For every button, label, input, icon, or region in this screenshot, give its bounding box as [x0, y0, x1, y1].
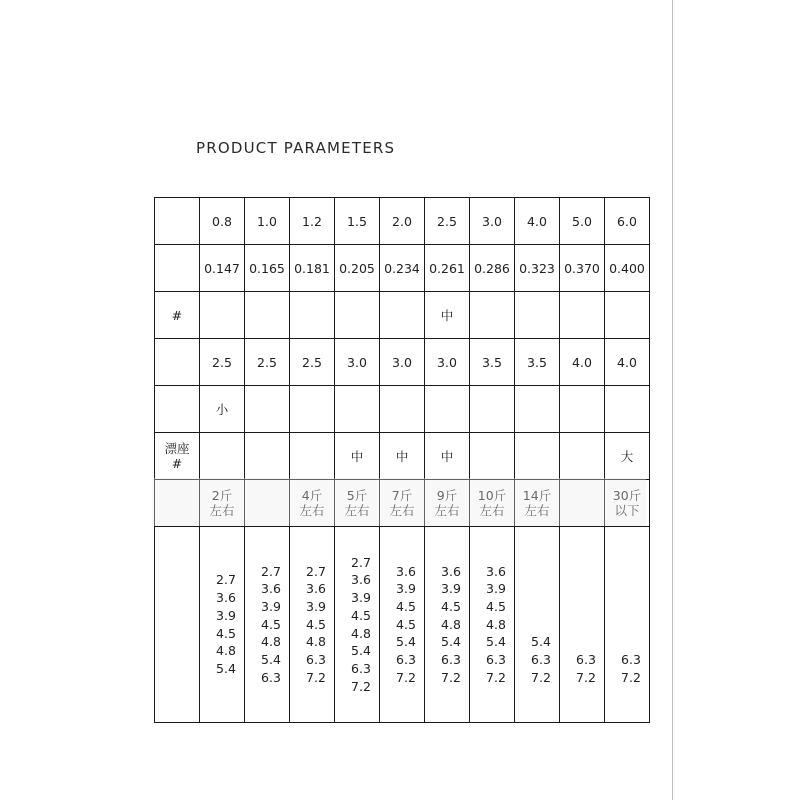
product-parameters-table [154, 197, 650, 723]
table-cell [245, 386, 290, 433]
hook-size-cell [470, 527, 515, 723]
weight-qualifier: 左右 [209, 503, 235, 518]
table-cell: 0.286 [470, 245, 515, 292]
row-label-line: # [171, 307, 183, 323]
row-label [155, 480, 200, 527]
table-cell [200, 433, 245, 480]
hook-size-value: 7.2 [621, 669, 641, 685]
hook-size-value: 7.2 [396, 669, 416, 685]
table-row [155, 527, 650, 723]
hook-size-value [515, 580, 559, 598]
table-cell [605, 386, 650, 433]
hook-size-cell [245, 527, 290, 723]
weight-value: 2斤 [211, 488, 233, 503]
weight-qualifier: 左右 [389, 503, 415, 518]
row-label [155, 339, 200, 386]
hook-size-value: 5.4 [216, 660, 236, 676]
hook-size-cell [290, 527, 335, 723]
hook-size-value [560, 598, 604, 616]
page-title: PRODUCT PARAMETERS [196, 139, 396, 157]
table-cell [470, 386, 515, 433]
table-cell: 3.0 [335, 339, 380, 386]
hook-size-value: 3.9 [306, 598, 326, 614]
table-cell: 1.0 [245, 198, 290, 245]
table-cell [470, 433, 515, 480]
weight-value: 30斤 [612, 488, 642, 503]
weight-qualifier: 左右 [524, 503, 550, 518]
table-cell: 6.0 [605, 198, 650, 245]
table-cell: 3.0 [425, 339, 470, 386]
page-edge-divider [672, 0, 673, 800]
weight-cell [290, 480, 335, 527]
table-cell [560, 433, 605, 480]
hook-size-value: 4.5 [396, 598, 416, 614]
table-cell: 中 [425, 292, 470, 339]
table-cell [515, 433, 560, 480]
hook-size-value [605, 598, 649, 616]
hook-size-value: 4.8 [306, 634, 326, 650]
table-cell: 1.2 [290, 198, 335, 245]
hook-size-value: 5.4 [486, 634, 506, 650]
hook-size-value: 4.8 [351, 625, 371, 641]
table-cell: 小 [200, 386, 245, 433]
hook-size-value: 7.2 [351, 678, 371, 694]
row-label [155, 292, 200, 339]
table-cell [560, 386, 605, 433]
hook-size-value: 3.9 [486, 581, 506, 597]
hook-size-value [560, 563, 604, 581]
weight-value: 10斤 [477, 488, 507, 503]
hook-size-value: 2.7 [306, 563, 326, 579]
weight-cell [560, 480, 605, 527]
hook-size-value: 4.5 [396, 616, 416, 632]
hook-size-value: 3.9 [396, 581, 416, 597]
row-label [155, 198, 200, 245]
hook-size-value: 7.2 [576, 669, 596, 685]
table-cell: 0.8 [200, 198, 245, 245]
weight-value: 7斤 [391, 488, 413, 503]
hook-size-value: 3.6 [486, 563, 506, 579]
hook-size-value: 5.4 [441, 634, 461, 650]
weight-qualifier: 左右 [344, 503, 370, 518]
hook-size-value: 6.3 [351, 660, 371, 676]
row-label [155, 386, 200, 433]
hook-size-cell [560, 527, 605, 723]
table-cell [470, 292, 515, 339]
table-cell [290, 292, 335, 339]
hook-size-value: 4.5 [441, 598, 461, 614]
hook-size-value: 3.9 [261, 598, 281, 614]
hook-size-value: 6.3 [261, 669, 281, 685]
table-cell: 1.5 [335, 198, 380, 245]
weight-cell [470, 480, 515, 527]
table-cell: 0.147 [200, 245, 245, 292]
hook-size-value: 6.3 [486, 652, 506, 668]
hook-size-value: 7.2 [531, 669, 551, 685]
hook-size-value: 3.6 [261, 581, 281, 597]
table-cell: 中 [380, 433, 425, 480]
hook-size-cell [515, 527, 560, 723]
hook-size-value [560, 616, 604, 634]
hook-size-value: 3.6 [306, 581, 326, 597]
table-row [155, 480, 650, 527]
hook-size-value: 4.5 [306, 616, 326, 632]
table-cell [605, 292, 650, 339]
weight-cell [605, 480, 650, 527]
hook-size-value: 2.7 [216, 572, 236, 588]
hook-size-value: 2.7 [351, 554, 371, 570]
row-label [155, 527, 200, 723]
weight-qualifier: 左右 [434, 503, 460, 518]
hook-size-cell [335, 527, 380, 723]
hook-size-value: 3.6 [441, 563, 461, 579]
table-cell [335, 386, 380, 433]
hook-size-value: 3.6 [216, 590, 236, 606]
hook-size-value: 4.5 [216, 625, 236, 641]
table-cell: 4.0 [605, 339, 650, 386]
table-cell: 2.5 [245, 339, 290, 386]
hook-size-value: 4.8 [216, 643, 236, 659]
table-cell: 2.5 [290, 339, 335, 386]
hook-size-cell [380, 527, 425, 723]
table-cell: 0.165 [245, 245, 290, 292]
hook-size-value: 4.5 [486, 598, 506, 614]
table-cell [245, 433, 290, 480]
hook-size-value: 3.9 [216, 607, 236, 623]
hook-size-value: 6.3 [306, 652, 326, 668]
table-cell [290, 433, 335, 480]
weight-qualifier: 左右 [299, 503, 325, 518]
hook-size-value: 6.3 [441, 652, 461, 668]
table-cell: 0.261 [425, 245, 470, 292]
table-row [155, 433, 650, 480]
hook-size-value [560, 633, 604, 651]
hook-size-value: 4.8 [261, 634, 281, 650]
weight-cell [245, 480, 290, 527]
hook-size-value [605, 563, 649, 581]
hook-size-value [515, 616, 559, 634]
hook-size-value [605, 616, 649, 634]
hook-size-value: 7.2 [306, 669, 326, 685]
hook-size-value: 6.3 [396, 652, 416, 668]
table-cell [560, 292, 605, 339]
weight-qualifier: 左右 [479, 503, 505, 518]
hook-size-value: 5.4 [531, 634, 551, 650]
hook-size-value: 5.4 [396, 634, 416, 650]
hook-size-value [560, 580, 604, 598]
hook-size-value: 6.3 [576, 652, 596, 668]
table-cell: 2.5 [425, 198, 470, 245]
weight-cell [380, 480, 425, 527]
table-cell [515, 386, 560, 433]
table-cell: 4.0 [560, 339, 605, 386]
table-row [155, 339, 650, 386]
hook-size-value: 6.3 [531, 652, 551, 668]
hook-size-value: 4.8 [441, 616, 461, 632]
hook-size-value [515, 598, 559, 616]
table-cell [515, 292, 560, 339]
table-cell: 0.370 [560, 245, 605, 292]
hook-size-value: 4.8 [486, 616, 506, 632]
table-cell: 3.0 [380, 339, 425, 386]
hook-size-value: 5.4 [351, 643, 371, 659]
table-cell: 0.400 [605, 245, 650, 292]
table-row [155, 292, 650, 339]
table-cell [380, 386, 425, 433]
table-cell: 3.0 [470, 198, 515, 245]
table-row [155, 386, 650, 433]
table-cell: 3.5 [515, 339, 560, 386]
table-cell [335, 292, 380, 339]
table-row [155, 245, 650, 292]
table-cell: 4.0 [515, 198, 560, 245]
table-cell: 中 [425, 433, 470, 480]
hook-size-value: 3.6 [351, 572, 371, 588]
weight-value: 4斤 [301, 488, 323, 503]
hook-size-value: 3.6 [396, 563, 416, 579]
table-cell: 中 [335, 433, 380, 480]
hook-size-value: 3.9 [441, 581, 461, 597]
weight-cell [425, 480, 470, 527]
table-cell: 5.0 [560, 198, 605, 245]
table-cell: 3.5 [470, 339, 515, 386]
row-label-line: 漂座 [164, 441, 190, 456]
table-cell [380, 292, 425, 339]
row-label [155, 245, 200, 292]
weight-value: 9斤 [436, 488, 458, 503]
table-cell: 2.0 [380, 198, 425, 245]
table-cell [425, 386, 470, 433]
table-cell: 0.234 [380, 245, 425, 292]
hook-size-value [605, 580, 649, 598]
row-label-line: # [171, 456, 183, 471]
hook-size-cell [200, 527, 245, 723]
hook-size-cell [425, 527, 470, 723]
hook-size-value: 4.5 [261, 616, 281, 632]
table-cell: 2.5 [200, 339, 245, 386]
hook-size-value: 3.9 [351, 590, 371, 606]
hook-size-value: 7.2 [441, 669, 461, 685]
table-cell: 0.205 [335, 245, 380, 292]
weight-value: 5斤 [346, 488, 368, 503]
hook-size-value: 6.3 [621, 652, 641, 668]
hook-size-value [515, 563, 559, 581]
weight-cell [335, 480, 380, 527]
table-cell: 大 [605, 433, 650, 480]
weight-cell [515, 480, 560, 527]
hook-size-cell [605, 527, 650, 723]
hook-size-value: 2.7 [261, 563, 281, 579]
table-cell: 0.323 [515, 245, 560, 292]
hook-size-value: 4.5 [351, 607, 371, 623]
hook-size-value [605, 633, 649, 651]
hook-size-value: 7.2 [486, 669, 506, 685]
hook-size-value: 5.4 [261, 652, 281, 668]
weight-cell [200, 480, 245, 527]
table-cell [245, 292, 290, 339]
table-row [155, 198, 650, 245]
weight-value: 14斤 [522, 488, 552, 503]
table-cell [290, 386, 335, 433]
table-cell [200, 292, 245, 339]
table-cell: 0.181 [290, 245, 335, 292]
weight-qualifier: 以下 [614, 503, 640, 518]
row-label [155, 433, 200, 480]
